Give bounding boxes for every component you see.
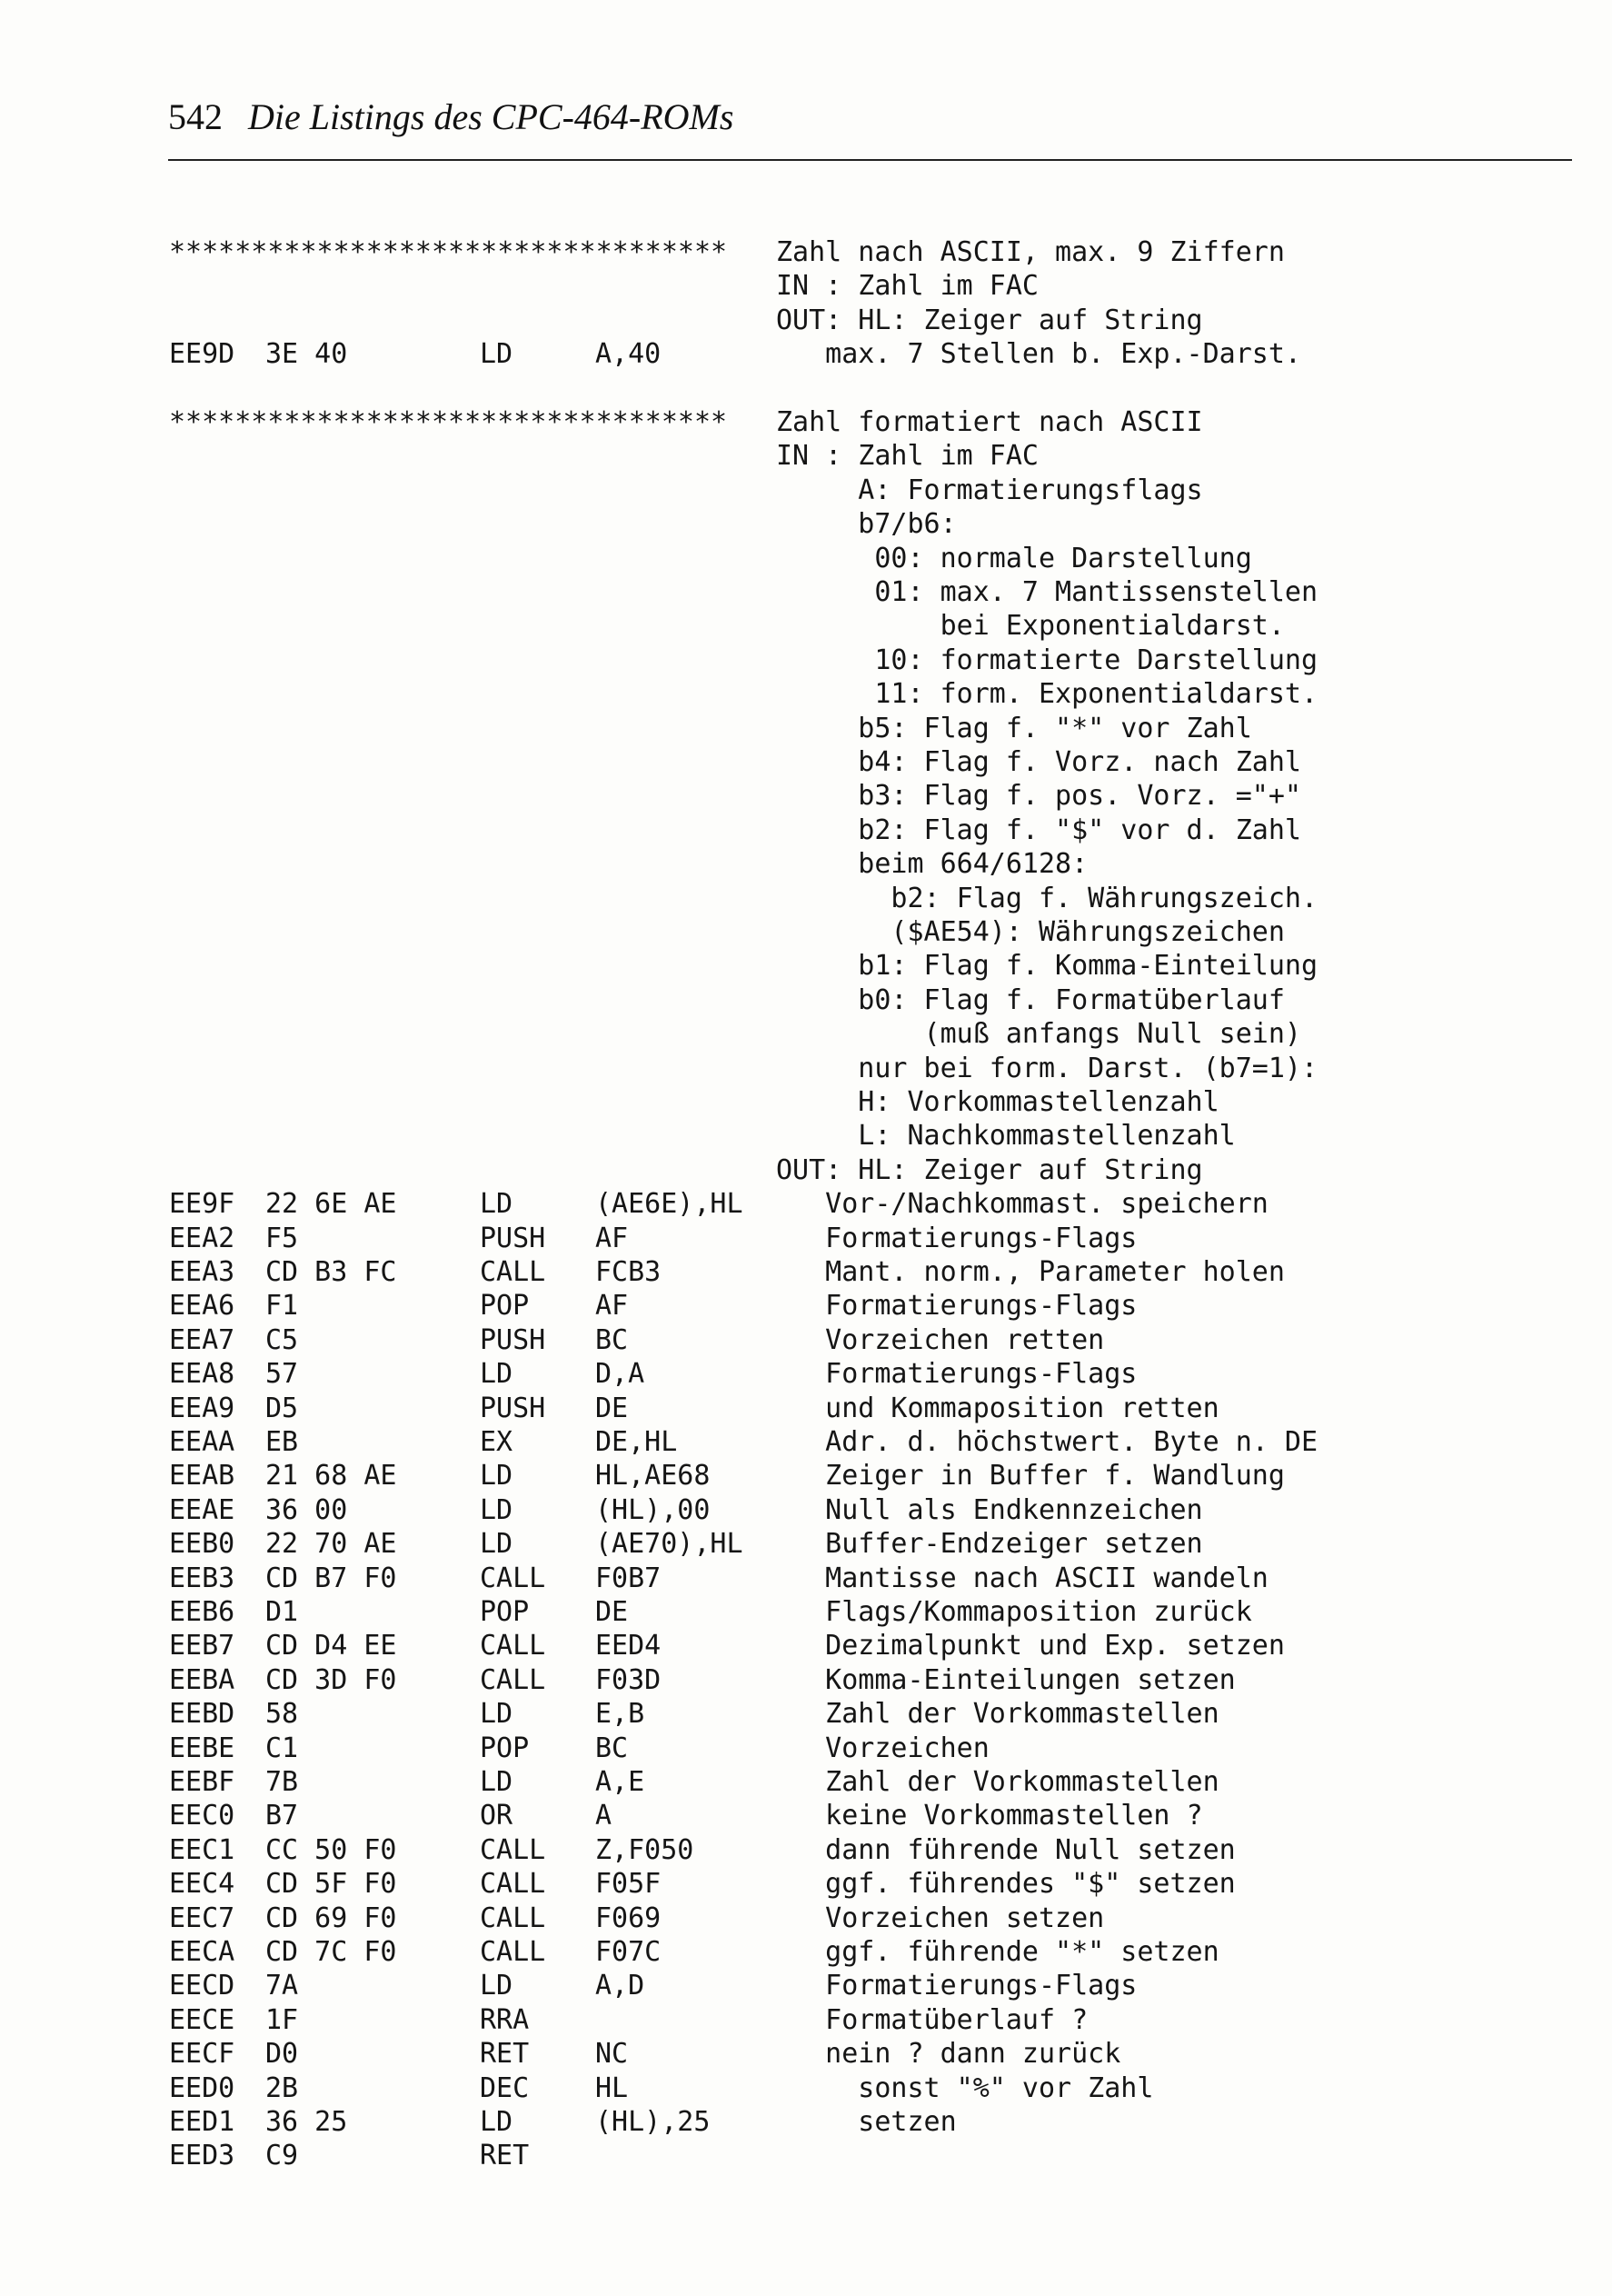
listing-line <box>0 1392 1612 1426</box>
listing-line <box>0 269 1612 304</box>
hex-bytes: 22 6E AE <box>265 1188 397 1221</box>
address: EEA2 <box>169 1222 235 1254</box>
listing-line <box>0 1017 1612 1052</box>
address: EEC1 <box>169 1833 235 1866</box>
operand: F03D <box>595 1663 662 1696</box>
hex-bytes: D1 <box>265 1596 299 1628</box>
operand: A,40 <box>595 338 662 371</box>
address: EE9D <box>169 338 235 371</box>
mnemonic: LD <box>480 1460 513 1492</box>
listing-line <box>0 814 1612 848</box>
comment: Buffer-Endzeiger setzen <box>776 1528 1203 1561</box>
hex-bytes: CD D4 EE <box>265 1630 397 1662</box>
hex-bytes: CD B7 F0 <box>265 1562 397 1594</box>
address: EEA8 <box>169 1358 235 1391</box>
listing-line <box>0 1562 1612 1596</box>
comment: ggf. führendes "$" setzen <box>776 1868 1236 1901</box>
hex-bytes: 7A <box>265 1970 299 2002</box>
listing-line <box>0 1222 1612 1256</box>
operand: F05F <box>595 1868 662 1901</box>
mnemonic: LD <box>480 1188 513 1221</box>
operand: A,D <box>595 1970 645 2002</box>
listing-line <box>0 1323 1612 1358</box>
comment: Zahl der Vorkommastellen <box>776 1766 1219 1798</box>
listing-line <box>0 507 1612 542</box>
address: EEC0 <box>169 1800 235 1832</box>
mnemonic: EX <box>480 1426 513 1458</box>
listing-line <box>0 882 1612 916</box>
comment: Zahl nach ASCII, max. 9 Ziffern <box>776 236 1285 268</box>
mnemonic: CALL <box>480 1562 546 1594</box>
operand: E,B <box>595 1698 645 1731</box>
operand: (HL),00 <box>595 1493 711 1526</box>
listing-line <box>0 712 1612 746</box>
comment: 10: formatierte Darstellung <box>776 644 1318 676</box>
comment: Null als Endkennzeichen <box>776 1493 1203 1526</box>
operand: DE <box>595 1596 629 1628</box>
comment: 11: form. Exponentialdarst. <box>776 678 1318 711</box>
address: EED1 <box>169 2106 235 2138</box>
mnemonic: LD <box>480 1970 513 2002</box>
hex-bytes: 3E 40 <box>265 338 348 371</box>
listing-line <box>0 1052 1612 1086</box>
hex-bytes: CD 69 F0 <box>265 1902 397 1934</box>
comment: sonst "%" vor Zahl <box>776 2071 1154 2104</box>
comment: b7/b6: <box>776 508 957 541</box>
address: EEA3 <box>169 1256 235 1288</box>
hex-bytes: C9 <box>265 2140 299 2172</box>
hex-bytes: 58 <box>265 1698 299 1731</box>
listing-line <box>0 1119 1612 1153</box>
comment: ($AE54): Währungszeichen <box>776 916 1285 948</box>
address: EECF <box>169 2038 235 2071</box>
operand: AF <box>595 1290 629 1323</box>
address: EED0 <box>169 2071 235 2104</box>
comment: Zahl der Vorkommastellen <box>776 1698 1219 1731</box>
listing-line <box>0 779 1612 814</box>
hex-bytes: F1 <box>265 1290 299 1323</box>
comment: H: Vorkommastellenzahl <box>776 1086 1219 1118</box>
operand: Z,F050 <box>595 1833 694 1866</box>
comment: Formatierungs-Flags <box>776 1358 1138 1391</box>
comment: Formatüberlauf ? <box>776 2003 1089 2036</box>
address: EECD <box>169 1970 235 2002</box>
comment: A: Formatierungsflags <box>776 474 1203 506</box>
comment: Vorzeichen setzen <box>776 1902 1105 1934</box>
mnemonic: PUSH <box>480 1392 546 1424</box>
comment: setzen <box>776 2106 957 2138</box>
comment: bei Exponentialdarst. <box>776 610 1285 643</box>
comment: Formatierungs-Flags <box>776 1222 1138 1254</box>
comment: b1: Flag f. Komma-Einteilung <box>776 950 1318 983</box>
operand: D,A <box>595 1358 645 1391</box>
listing-line <box>0 1425 1612 1460</box>
mnemonic: DEC <box>480 2071 530 2104</box>
comment: Komma-Einteilungen setzen <box>776 1663 1236 1696</box>
listing-line <box>0 847 1612 882</box>
listing-line <box>0 542 1612 576</box>
comment: Vorzeichen <box>776 1732 990 1764</box>
comment: b3: Flag f. pos. Vorz. ="+" <box>776 780 1301 813</box>
comment: 00: normale Darstellung <box>776 542 1252 574</box>
listing-line <box>0 1187 1612 1222</box>
address: EEA9 <box>169 1392 235 1424</box>
comment: L: Nachkommastellenzahl <box>776 1120 1236 1153</box>
mnemonic: RET <box>480 2038 530 2071</box>
hex-bytes: F5 <box>265 1222 299 1254</box>
comment: Flags/Kommaposition zurück <box>776 1596 1252 1628</box>
comment: IN : Zahl im FAC <box>776 440 1039 473</box>
listing-line <box>0 983 1612 1018</box>
mnemonic: CALL <box>480 1663 546 1696</box>
mnemonic: LD <box>480 1698 513 1731</box>
operand: A,E <box>595 1766 645 1798</box>
mnemonic: LD <box>480 1358 513 1391</box>
address: EEAB <box>169 1460 235 1492</box>
separator-stars: ********************************** <box>169 406 728 438</box>
address: EEC7 <box>169 1902 235 1934</box>
operand: F0B7 <box>595 1562 662 1594</box>
operand: F069 <box>595 1902 662 1934</box>
listing-line <box>0 2037 1612 2071</box>
listing-line <box>0 1595 1612 1630</box>
comment: Zahl formatiert nach ASCII <box>776 406 1203 438</box>
comment: ggf. führende "*" setzen <box>776 1936 1219 1968</box>
mnemonic: POP <box>480 1732 530 1764</box>
listing-line <box>0 2105 1612 2140</box>
hex-bytes: 22 70 AE <box>265 1528 397 1561</box>
mnemonic: PUSH <box>480 1222 546 1254</box>
listing-line <box>0 575 1612 610</box>
listing-line <box>0 677 1612 712</box>
operand: DE <box>595 1392 629 1424</box>
comment: beim 664/6128: <box>776 848 1089 881</box>
operand: A <box>595 1800 612 1832</box>
listing-line <box>0 915 1612 950</box>
listing-line <box>0 1629 1612 1663</box>
listing-line <box>0 644 1612 678</box>
listing-line <box>0 474 1612 508</box>
listing-line <box>0 1255 1612 1290</box>
separator-stars: ********************************** <box>169 236 728 268</box>
operand: (AE70),HL <box>595 1528 743 1561</box>
comment: nein ? dann zurück <box>776 2038 1121 2071</box>
address: EE9F <box>169 1188 235 1221</box>
address: EEAE <box>169 1493 235 1526</box>
address: EEC4 <box>169 1868 235 1901</box>
hex-bytes: B7 <box>265 1800 299 1832</box>
hex-bytes: 57 <box>265 1358 299 1391</box>
listing-line <box>0 1527 1612 1562</box>
address: EEB0 <box>169 1528 235 1561</box>
hex-bytes: C5 <box>265 1323 299 1356</box>
comment: IN : Zahl im FAC <box>776 270 1039 303</box>
listing-line <box>0 745 1612 780</box>
comment: b2: Flag f. "$" vor d. Zahl <box>776 814 1301 846</box>
listing-line <box>0 1663 1612 1698</box>
address: EECE <box>169 2003 235 2036</box>
listing-line <box>0 1289 1612 1323</box>
address: EEBF <box>169 1766 235 1798</box>
operand: DE,HL <box>595 1426 678 1458</box>
address: EEB6 <box>169 1596 235 1628</box>
address: EED3 <box>169 2140 235 2172</box>
comment: b2: Flag f. Währungszeich. <box>776 882 1318 914</box>
operand: FCB3 <box>595 1256 662 1288</box>
mnemonic: RET <box>480 2140 530 2172</box>
mnemonic: OR <box>480 1800 513 1832</box>
listing-line <box>0 1799 1612 1833</box>
mnemonic: CALL <box>480 1936 546 1968</box>
comment: keine Vorkommastellen ? <box>776 1800 1203 1832</box>
hex-bytes: D5 <box>265 1392 299 1424</box>
mnemonic: LD <box>480 1493 513 1526</box>
address: EEA7 <box>169 1323 235 1356</box>
mnemonic: CALL <box>480 1902 546 1934</box>
comment: b5: Flag f. "*" vor Zahl <box>776 712 1252 744</box>
mnemonic: LD <box>480 338 513 371</box>
mnemonic: CALL <box>480 1630 546 1662</box>
listing-line <box>0 1867 1612 1902</box>
listing-line <box>0 235 1612 270</box>
comment: b0: Flag f. Formatüberlauf <box>776 983 1285 1016</box>
operand: BC <box>595 1323 629 1356</box>
listing-line <box>0 2003 1612 2038</box>
comment: Vorzeichen retten <box>776 1323 1105 1356</box>
listing-line <box>0 1357 1612 1392</box>
mnemonic: CALL <box>480 1256 546 1288</box>
listing-line <box>0 405 1612 440</box>
comment: Formatierungs-Flags <box>776 1970 1138 2002</box>
listing-line <box>0 1697 1612 1732</box>
listing-line <box>0 1493 1612 1528</box>
address: EEAA <box>169 1426 235 1458</box>
address: EEBE <box>169 1732 235 1764</box>
listing-line <box>0 2139 1612 2173</box>
address: EEA6 <box>169 1290 235 1323</box>
listing-line <box>0 1833 1612 1868</box>
listing-line <box>0 1085 1612 1120</box>
mnemonic: PUSH <box>480 1323 546 1356</box>
listing-line <box>0 1935 1612 1970</box>
hex-bytes: 36 25 <box>265 2106 348 2138</box>
listing-line <box>0 372 1612 406</box>
hex-bytes: CD 3D F0 <box>265 1663 397 1696</box>
address: EEBA <box>169 1663 235 1696</box>
hex-bytes: 2B <box>265 2071 299 2104</box>
hex-bytes: C1 <box>265 1732 299 1764</box>
hex-bytes: 21 68 AE <box>265 1460 397 1492</box>
mnemonic: CALL <box>480 1868 546 1901</box>
operand: AF <box>595 1222 629 1254</box>
operand: NC <box>595 2038 629 2071</box>
listing-line <box>0 1902 1612 1936</box>
listing-line <box>0 304 1612 338</box>
mnemonic: LD <box>480 1766 513 1798</box>
page-number: 542 <box>168 96 223 137</box>
hex-bytes: CD 7C F0 <box>265 1936 397 1968</box>
listing-line <box>0 1765 1612 1800</box>
mnemonic: LD <box>480 2106 513 2138</box>
comment: Formatierungs-Flags <box>776 1290 1138 1323</box>
hex-bytes: CD 5F F0 <box>265 1868 397 1901</box>
comment: OUT: HL: Zeiger auf String <box>776 304 1203 336</box>
comment: und Kommaposition retten <box>776 1392 1219 1424</box>
address: EEB3 <box>169 1562 235 1594</box>
listing-line <box>0 337 1612 372</box>
listing-line <box>0 1153 1612 1188</box>
mnemonic: POP <box>480 1596 530 1628</box>
address: EEB7 <box>169 1630 235 1662</box>
comment: 01: max. 7 Mantissenstellen <box>776 576 1318 608</box>
comment: Adr. d. höchstwert. Byte n. DE <box>776 1426 1318 1458</box>
operand: BC <box>595 1732 629 1764</box>
listing-line <box>0 1459 1612 1493</box>
operand: (HL),25 <box>595 2106 711 2138</box>
comment: Zeiger in Buffer f. Wandlung <box>776 1460 1285 1492</box>
mnemonic: CALL <box>480 1833 546 1866</box>
address: EECA <box>169 1936 235 1968</box>
address: EEBD <box>169 1698 235 1731</box>
comment: Vor-/Nachkommast. speichern <box>776 1188 1269 1221</box>
mnemonic: RRA <box>480 2003 530 2036</box>
listing-line <box>0 2071 1612 2106</box>
operand: EED4 <box>595 1630 662 1662</box>
hex-bytes: 36 00 <box>265 1493 348 1526</box>
comment: max. 7 Stellen b. Exp.-Darst. <box>776 338 1301 371</box>
comment: Mantisse nach ASCII wandeln <box>776 1562 1269 1594</box>
operand: (AE6E),HL <box>595 1188 743 1221</box>
mnemonic: LD <box>480 1528 513 1561</box>
comment: dann führende Null setzen <box>776 1833 1236 1866</box>
hex-bytes: EB <box>265 1426 299 1458</box>
hex-bytes: CD B3 FC <box>265 1256 397 1288</box>
comment: (muß anfangs Null sein) <box>776 1018 1301 1051</box>
page-title: Die Listings des CPC-464-ROMs <box>248 96 734 137</box>
hex-bytes: 7B <box>265 1766 299 1798</box>
comment: Mant. norm., Parameter holen <box>776 1256 1285 1288</box>
hex-bytes: D0 <box>265 2038 299 2071</box>
listing-line <box>0 439 1612 474</box>
hex-bytes: 1F <box>265 2003 299 2036</box>
listing-line <box>0 609 1612 644</box>
operand: F07C <box>595 1936 662 1968</box>
comment: OUT: HL: Zeiger auf String <box>776 1153 1203 1186</box>
operand: HL,AE68 <box>595 1460 711 1492</box>
listing-line <box>0 1969 1612 2003</box>
listing-line <box>0 949 1612 983</box>
comment: b4: Flag f. Vorz. nach Zahl <box>776 746 1301 778</box>
listing-line <box>0 1732 1612 1766</box>
comment: Dezimalpunkt und Exp. setzen <box>776 1630 1285 1662</box>
comment: nur bei form. Darst. (b7=1): <box>776 1052 1318 1084</box>
hex-bytes: CC 50 F0 <box>265 1833 397 1866</box>
operand: HL <box>595 2071 629 2104</box>
mnemonic: POP <box>480 1290 530 1323</box>
